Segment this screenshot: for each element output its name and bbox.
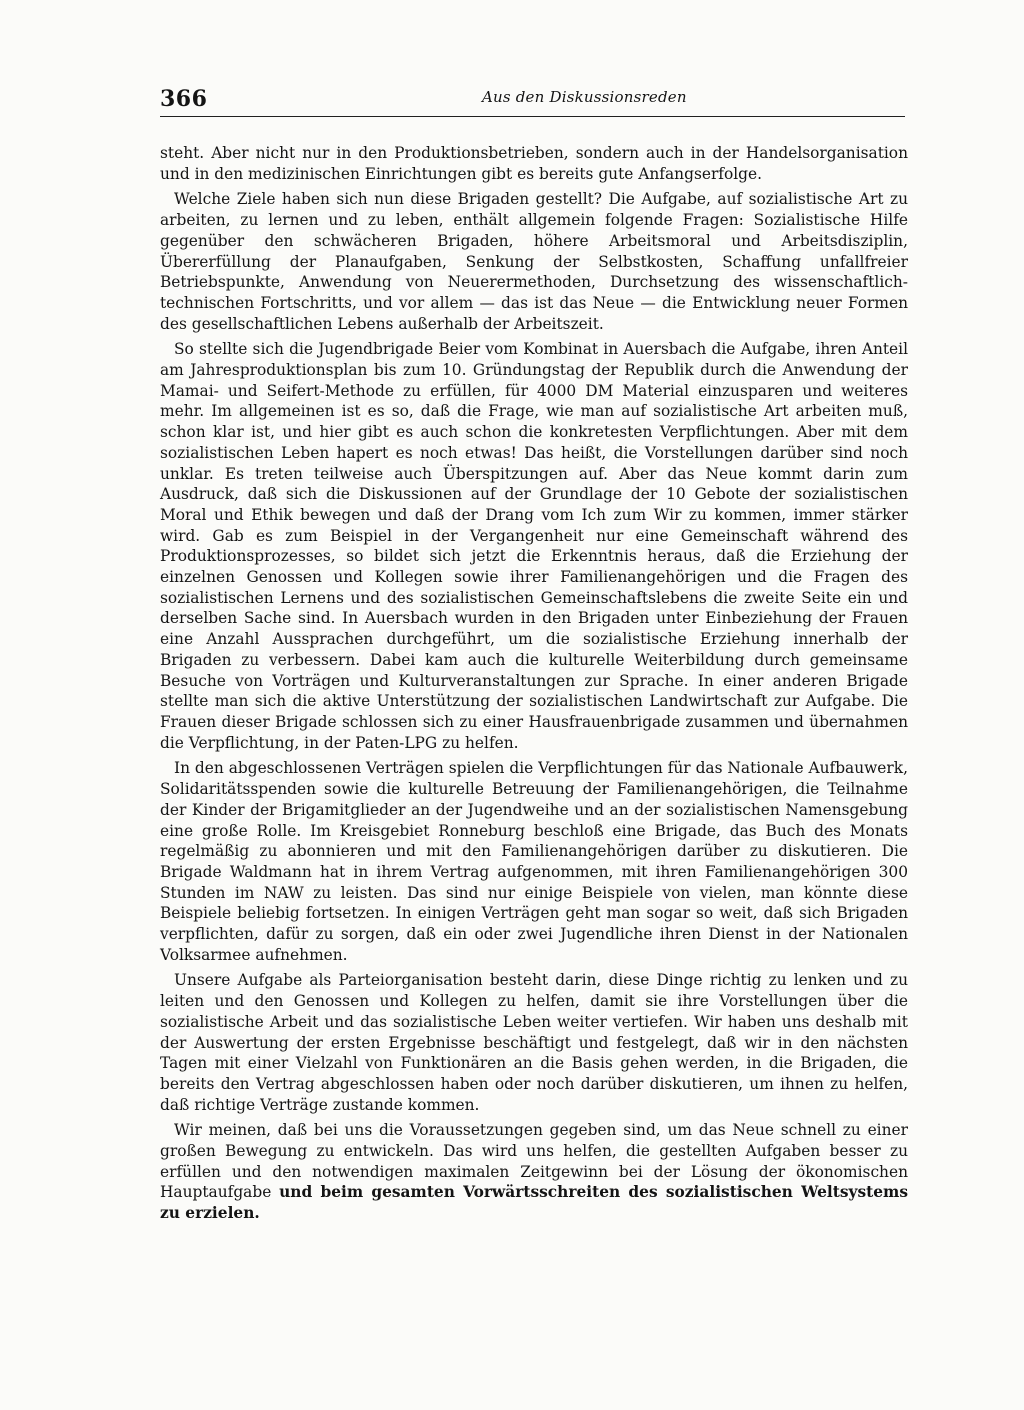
final-paragraph-bold-text: und beim gesamten Vorwärtsschreiten des sozialistischen Weltsystems zu erzielen. [160, 1183, 908, 1223]
paragraph: Unsere Aufgabe als Parteiorganisation besteht darin, diese Dinge richtig zu lenken und zu leiten und den Genossen und Kollegen zu helfen, damit sie ihre Vorstellungen über die sozialistische Arbeit und das sozialistische Leben weiter vertiefen. Wir haben uns deshalb mit der Auswertung der ersten Ergebnisse beschäftigt und festgelegt, daß wir in den nächsten Tagen mit einer Vielzahl von Funktionären an die Basis gehen werden, in die Brigaden, die bereits den Vertrag abgeschlossen haben oder noch darüber diskutieren, um ihnen zu helfen, daß richtige Verträge zustande kommen. [160, 971, 908, 1114]
header-rule [160, 116, 905, 117]
paragraph: Welche Ziele haben sich nun diese Brigaden gestellt? Die Aufgabe, auf sozialistische Art zu arbeiten, zu lernen und zu leben, enthält allgemein folgende Fragen: Sozialistische Hilfe gegenüber den schwächeren Brigaden, höhere Arbeitsmoral und Arbeitsdisziplin, Übererfüllung der Planaufgaben, Senkung der Selbstkosten, Schaffung unfallfreier Betriebspunkte, Anwendung von Neuerermethoden, Durchsetzung des wissenschaftlich-technischen Fortschritts, und vor allem — das ist das Neue — die Entwicklung neuer Formen des gesellschaftlichen Lebens außerhalb der Arbeitszeit. [160, 190, 908, 333]
page-number: 366 [160, 86, 208, 112]
paragraph: steht. Aber nicht nur in den Produktionsbetrieben, sondern auch in der Handelsorganisation und in den medizinischen Einrichtungen gibt es bereits gute Anfangserfolge. [160, 144, 908, 183]
running-head: Aus den Diskussionsreden [482, 88, 687, 106]
page-header [160, 84, 912, 118]
body-text [160, 143, 908, 1224]
paragraph: So stellte sich die Jugendbrigade Beier vom Kombinat in Auersbach die Aufgabe, ihren Anteil am Jahresproduktionsplan bis zum 10. Gründungstag der Republik durch die Anwendung der Mamai- und Seifert-Methode zu erfüllen, für 4000 DM Material einzusparen und weiteres mehr. Im allgemeinen ist es so, daß die Frage, wie man auf sozialistische Art arbeiten muß, schon klar ist, und hier gibt es auch schon die konkretesten Verpflichtungen. Aber mit dem sozialistischen Leben hapert es noch etwas! Das heißt, die Vorstellungen darüber sind noch unklar. Es treten teilweise auch Überspitzungen auf. Aber das Neue kommt darin zum Ausdruck, daß sich die Diskussionen auf der Grundlage der 10 Gebote der sozialistischen Moral und Ethik bewegen und daß der Drang vom Ich zum Wir zu kommen, immer stärker wird. Gab es zum Beispiel in der Vergangenheit nur eine Gemeinschaft während des Produktionsprozesses, so bildet sich jetzt die Erkenntnis heraus, daß die Erziehung der einzelnen Genossen und Kollegen sowie ihrer Familienangehörigen und die Fragen des sozialistischen Lernens und des sozialistischen Gemeinschaftslebens die zweite Seite ein und derselben Sache sind. In Auersbach wurden in den Brigaden unter Einbeziehung der Frauen eine Anzahl Aussprachen durchgeführt, um die sozialistische Erziehung innerhalb der Brigaden zu verbessern. Dabei kam auch die kulturelle Weiterbildung durch gemeinsame Besuche von Vorträgen und Kulturveranstaltungen zur Sprache. In einer anderen Brigade stellte man sich die aktive Unterstützung der sozialistischen Landwirtschaft zur Aufgabe. Die Frauen dieser Brigade schlossen sich zu einer Hausfrauenbrigade zusammen und übernahmen die Verpflichtung, in der Paten-LPG zu helfen. [160, 340, 908, 752]
paragraph: In den abgeschlossenen Verträgen spielen die Verpflichtungen für das Nationale Aufbauwerk, Solidaritätsspenden sowie die kulturelle Betreuung der Familienangehörigen, die Teilnahme der Kinder der Brigamitglieder an der Jugendweihe und an der sozialistischen Namensgebung eine große Rolle. Im Kreisgebiet Ronneburg beschloß eine Brigade, das Buch des Monats regelmäßig zu abonnieren und mit den Familienangehörigen darüber zu diskutieren. Die Brigade Waldmann hat in ihrem Vertrag aufgenommen, mit ihren Familienangehörigen 300 Stunden im NAW zu leisten. Das sind nur einige Beispiele von vielen, man könnte diese Beispiele beliebig fortsetzen. In einigen Verträgen geht man sogar so weit, daß sich Brigaden verpflichten, dafür zu sorgen, daß ein oder zwei Jugendliche ihren Dienst in der Nationalen Volksarmee aufnehmen. [160, 759, 908, 964]
final-paragraph [160, 1120, 908, 1224]
final-paragraph-text: Wir meinen, daß bei uns die Voraussetzungen gegeben sind, um das Neue schnell zu einer großen Bewegung zu entwickeln. Das wird uns helfen, die gestellten Aufgaben besser zu erfüllen und den notwendigen maximalen Zeitgewinn bei der Lösung der ökonomischen Hauptaufgabe [160, 1121, 908, 1202]
